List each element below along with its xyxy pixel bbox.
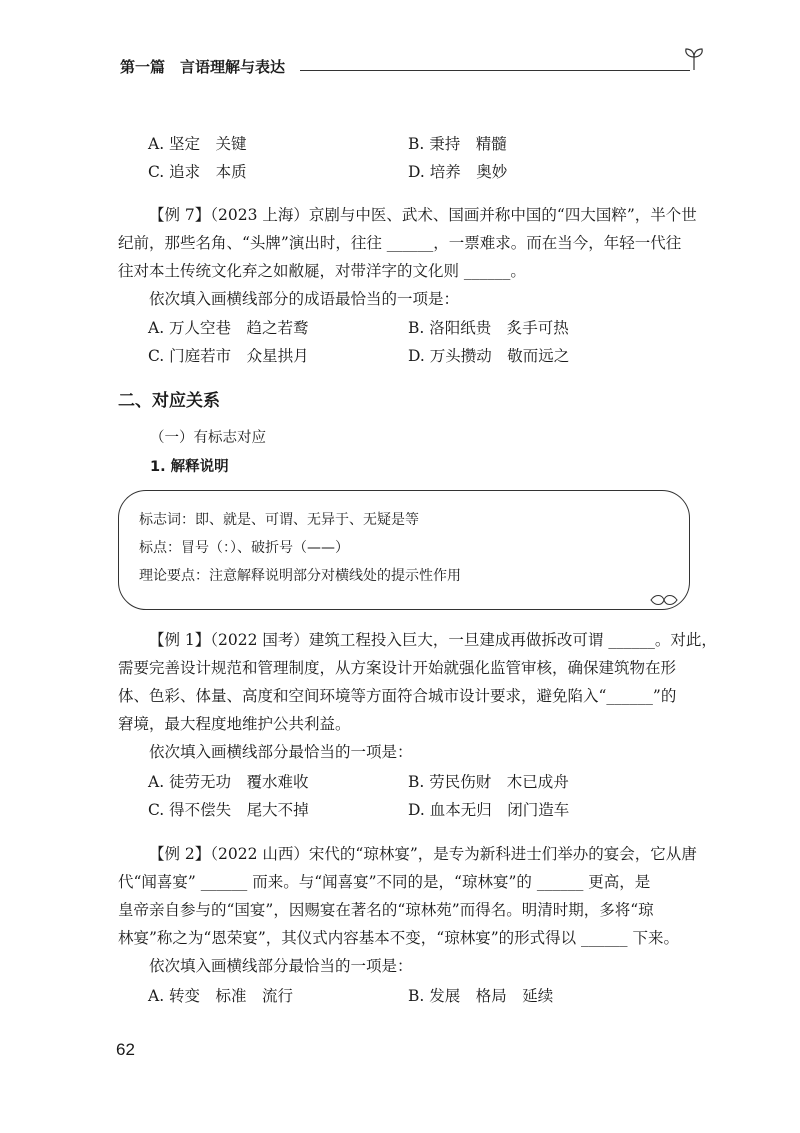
option-b: B. 秉持 精髓 — [408, 135, 507, 153]
sprout-icon — [682, 46, 706, 72]
option-c: C. 得不偿失 尾大不掉 — [148, 801, 309, 819]
option-d: D. 万头攒动 敬而远之 — [408, 347, 570, 365]
section-title: 二、对应关系 — [118, 391, 220, 411]
text-line: 窘境，最大程度地维护公共利益。 — [118, 715, 351, 733]
option-a: A. 坚定 关键 — [148, 135, 247, 153]
option-a: A. 徒劳无功 覆水难收 — [148, 773, 309, 791]
option-b: B. 洛阳纸贵 炙手可热 — [408, 319, 569, 337]
subsection-heading: 1. 解释说明 — [150, 459, 229, 475]
text-line: 体、色彩、体量、高度和空间环境等方面符合城市设计要求，避免陷入“______”的 — [118, 687, 677, 705]
text-line: 需要完善设计规范和管理制度，从方案设计开始就强化监管审核，确保建筑物在形 — [118, 659, 677, 677]
chapter-title: 第一篇 言语理解与表达 — [120, 58, 286, 76]
option-c: C. 门庭若市 众星拱月 — [148, 347, 309, 365]
page-number: 62 — [116, 1040, 135, 1059]
tip-box — [118, 490, 690, 610]
option-c: C. 追求 本质 — [148, 163, 247, 181]
tip-theory: 理论要点：注意解释说明部分对横线处的提示性作用 — [139, 568, 461, 584]
example-1-text — [118, 626, 718, 766]
subsection-title: （一）有标志对应 — [150, 430, 266, 446]
text-line: 往对本土传统文化弃之如敝屣，对带洋字的文化则 ______。 — [118, 262, 526, 280]
example-2-text — [118, 840, 718, 980]
question-prompt: 依次填入画横线部分最恰当的一项是： — [149, 957, 413, 975]
question-prompt: 依次填入画横线部分最恰当的一项是： — [149, 743, 413, 761]
text-line: 代“闻喜宴” ______ 而来。与“闻喜宴”不同的是，“琼林宴”的 ______ 更高，是 — [118, 873, 651, 891]
example-7-text — [118, 201, 718, 313]
text-line: 【例 1】（2022 国考）建筑工程投入巨大，一旦建成再做拆改可谓 ______。对此， — [149, 631, 717, 649]
text-line: 【例 7】（2023 上海）京剧与中医、武术、国画并称中国的“四大国粹”，半个世 — [149, 206, 697, 224]
option-b: B. 发展 格局 延续 — [408, 987, 554, 1005]
header-rule — [300, 70, 690, 71]
text-line: 纪前，那些名角、“头牌”演出时，往往 ______，一票难求。而在当今，年轻一代往 — [118, 234, 682, 252]
option-a: A. 万人空巷 趋之若鹜 — [148, 319, 309, 337]
tip-punctuation: 标点：冒号（：）、破折号（——） — [139, 540, 349, 556]
option-b: B. 劳民伤财 木已成舟 — [408, 773, 569, 791]
leaf-icon — [649, 593, 679, 607]
option-d: D. 培养 奥妙 — [408, 163, 508, 181]
tip-keywords: 标志词：即、就是、可谓、无异于、无疑是等 — [139, 512, 419, 528]
option-d: D. 血本无归 闭门造车 — [408, 801, 570, 819]
text-line: 【例 2】（2022 山西）宋代的“琼林宴”，是专为新科进士们举办的宴会，它从唐 — [149, 845, 697, 863]
text-line: 林宴”称之为“恩荣宴”，其仪式内容基本不变，“琼林宴”的形式得以 ______ 下来。 — [118, 929, 679, 947]
page-header — [120, 54, 710, 84]
text-line: 皇帝亲自参与的“国宴”，因赐宴在著名的“琼林苑”而得名。明清时期，多将“琼 — [118, 901, 654, 919]
question-prompt: 依次填入画横线部分的成语最恰当的一项是： — [149, 290, 460, 308]
option-a: A. 转变 标准 流行 — [148, 987, 294, 1005]
